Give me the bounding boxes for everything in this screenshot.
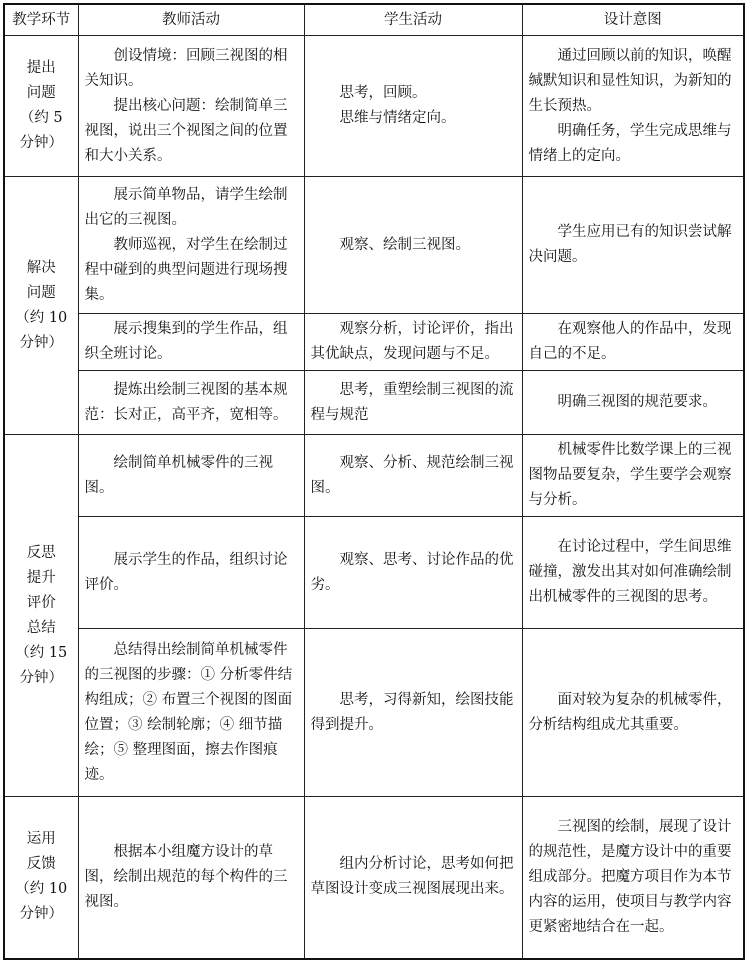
header-intent: 设计意图	[522, 4, 744, 36]
student-activity: 组内分析讨论，思考如何把草图设计变成三视图展现出来。	[304, 797, 522, 959]
design-intent: 在观察他人的作品中，发现自己的不足。	[522, 314, 744, 371]
header-row	[4, 4, 744, 36]
student-activity: 观察分析，讨论评价，指出其优缺点，发现问题与不足。	[304, 314, 522, 371]
teacher-activity: 展示学生的作品，组织讨论评价。	[78, 517, 304, 629]
teacher-activity: 展示搜集到的学生作品，组织全班讨论。	[78, 314, 304, 371]
student-activity: 观察、分析、规范绘制三视图。	[304, 435, 522, 517]
design-intent: 三视图的绘制，展现了设计的规范性，是魔方设计中的重要组成部分。把魔方项目作为本节内容的运用，使项目与教学内容更紧密地结合在一起。	[522, 797, 744, 959]
teacher-activity: 绘制简单机械零件的三视图。	[78, 435, 304, 517]
table-row	[4, 435, 744, 517]
teacher-activity: 提炼出绘制三视图的基本规范：长对正，高平齐，宽相等。	[78, 371, 304, 435]
stage-cell: 反思 提升 评价 总结 （约 15 分钟）	[4, 435, 78, 797]
design-intent: 明确三视图的规范要求。	[522, 371, 744, 435]
table-row	[4, 797, 744, 959]
design-intent: 学生应用已有的知识尝试解决问题。	[522, 177, 744, 314]
stage-cell: 提出 问题 （约 5 分钟）	[4, 36, 78, 177]
student-activity: 思考，习得新知，绘图技能得到提升。	[304, 629, 522, 797]
teacher-activity: 展示简单物品，请学生绘制出它的三视图。 教师巡视，对学生在绘制过程中碰到的典型问题进行现场搜集。	[78, 177, 304, 314]
teacher-activity: 创设情境：回顾三视图的相关知识。 提出核心问题：绘制简单三视图，说出三个视图之间的位置和大小关系。	[78, 36, 304, 177]
design-intent: 机械零件比数学课上的三视图物品要复杂，学生要学会观察与分析。	[522, 435, 744, 517]
table-row	[4, 517, 744, 629]
table-row	[4, 36, 744, 177]
design-intent: 通过回顾以前的知识，唤醒缄默知识和显性知识，为新知的生长预热。 明确任务，学生完成思维与情绪上的定向。	[522, 36, 744, 177]
design-intent: 面对较为复杂的机械零件，分析结构组成尤其重要。	[522, 629, 744, 797]
table-row	[4, 314, 744, 371]
header-student: 学生活动	[304, 4, 522, 36]
teacher-activity: 总结得出绘制简单机械零件的三视图的步骤：① 分析零件结构组成；② 布置三个视图的图面位置；③ 绘制轮廓；④ 细节描绘；⑤ 整理图面，擦去作图痕迹。	[78, 629, 304, 797]
student-activity: 思考，重塑绘制三视图的流程与规范	[304, 371, 522, 435]
lesson-plan-table	[3, 3, 745, 960]
stage-cell: 解决 问题 （约 10 分钟）	[4, 177, 78, 435]
table-row	[4, 629, 744, 797]
header-teacher: 教师活动	[78, 4, 304, 36]
student-activity: 观察、思考、讨论作品的优劣。	[304, 517, 522, 629]
table-row	[4, 177, 744, 314]
header-stage: 教学环节	[4, 4, 78, 36]
teacher-activity: 根据本小组魔方设计的草图，绘制出规范的每个构件的三视图。	[78, 797, 304, 959]
design-intent: 在讨论过程中，学生间思维碰撞，激发出其对如何准确绘制出机械零件的三视图的思考。	[522, 517, 744, 629]
student-activity: 思考，回顾。 思维与情绪定向。	[304, 36, 522, 177]
student-activity: 观察、绘制三视图。	[304, 177, 522, 314]
stage-cell: 运用 反馈 （约 10 分钟）	[4, 797, 78, 959]
table-row	[4, 371, 744, 435]
